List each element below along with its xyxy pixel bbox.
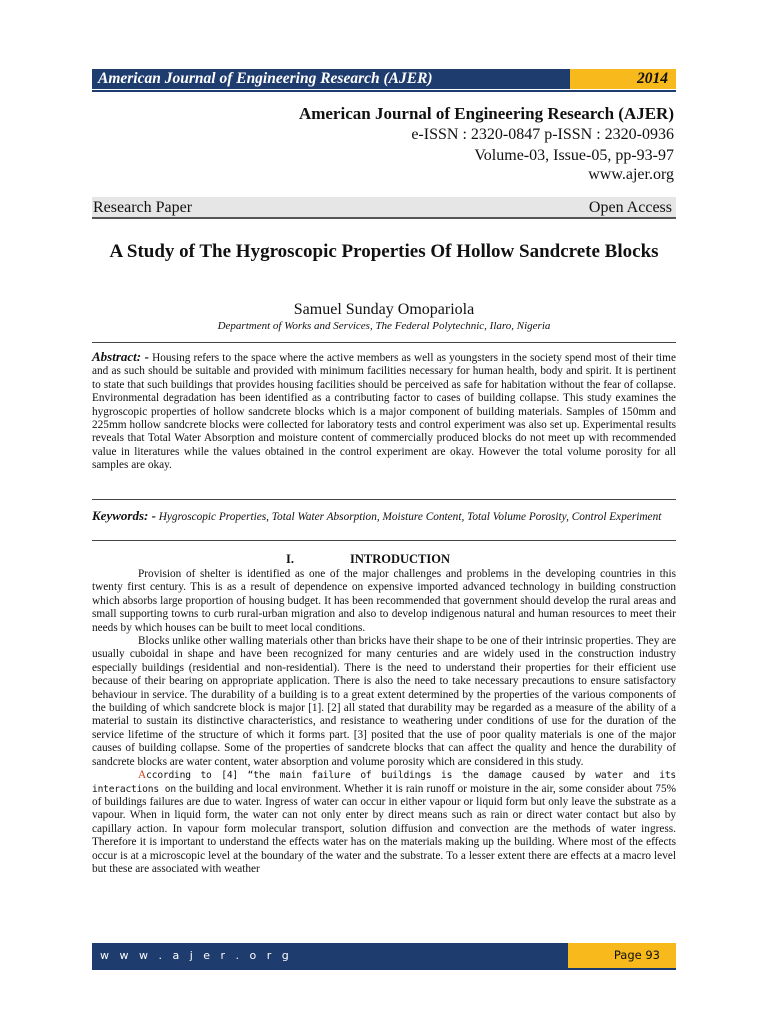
page-footer xyxy=(92,943,676,970)
keywords-label: Keywords: - xyxy=(92,508,156,523)
paper-type-label: Research Paper xyxy=(93,199,193,216)
paragraph-3-initial: A xyxy=(138,769,147,782)
footer-rule xyxy=(92,968,676,970)
abstract-bottom-rule xyxy=(92,499,676,500)
paper-type-bar xyxy=(92,197,676,219)
abstract-label: Abstract: - xyxy=(92,349,149,364)
paper-title: A Study of The Hygroscopic Properties Of Hollow Sandcrete Blocks xyxy=(109,241,659,262)
keywords xyxy=(92,509,676,524)
journal-name: American Journal of Engineering Research (AJER) xyxy=(298,104,674,123)
abstract-top-rule xyxy=(92,342,676,343)
journal-url[interactable]: www.ajer.org xyxy=(588,166,674,183)
keywords-bottom-rule xyxy=(92,540,676,541)
paragraph-3-text: the building and local environment. Whether it is rain runoff or moisture in the air, some consider about 75% of buildings failures are due to water. Ingress of water can occur in either vapour or liquid form but only leave the substrate as a vapour. When in liquid form, the water can not only enter by direct means such as rain or direct water contact but also by capillary action. In vapour form molecular transport, solution diffusion and convection are the methods of water ingress. Therefore it is important to understand the effects water has on the materials making up the building. Where most of the effects occur is at a microscopic level at the boundary of the water and the substrate. To a lesser extent there are effects at a macro level but these are associated with weather xyxy=(92,782,677,875)
header-rule xyxy=(92,90,676,92)
open-access-label: Open Access xyxy=(588,199,672,216)
section-number: I. xyxy=(286,552,294,566)
section-title: INTRODUCTION xyxy=(350,552,451,566)
header-year: 2014 xyxy=(570,69,676,89)
paragraph-2: Blocks unlike other walling materials other than bricks have their shape to be one of their intrinsic properties. They are usually cuboidal in shape and have been recognized for many centuries and are widely used in the construction industry especially buildings (residential and non-residential). There is the need to understand their properties for their efficient use because of their bearing on appropriate application. There is also the need to take necessary precautions to ensure satisfactory behaviour in service. The durability of a building is to a great extent determined by the properties of the various components of the building of which sandcrete block is major [1]. [2] all stated that durability may be regarded as a measure of the ability of a material to sustain its distinctive characteristics, and resistance to weathering under conditions of use for the duration of the service lifetime of the structure of which it forms part. [3] posited that the use of poor quality materials is one of the major causes of building collapse. Some of the properties of sandcrete blocks that can affect the quality and hence the durability of sandcrete blocks are water content, water absorption and volume porosity which are considered in this study. xyxy=(92,635,676,768)
running-header xyxy=(92,69,676,89)
abstract xyxy=(92,350,676,473)
journal-volume: Volume-03, Issue-05, pp-93-97 xyxy=(474,147,674,164)
author-affiliation: Department of Works and Services, The Federal Polytechnic, Ilaro, Nigeria xyxy=(217,320,551,332)
abstract-text: Housing refers to the space where the active members as well as youngsters in the society spend most of their time and as such should be suitable and provided with minimum facilities necessary for human health, body and spirit. It is pertinent to state that such buildings that provides housing facilities should be perceived as safe for habitation without the fear of collapse. Environmental degradation has been identified as a contributing factor to cases of building collapse. This study examines the hygroscopic properties of hollow sandcrete blocks which is a major component of building materials. Samples of 150mm and 225mm hollow sandcrete blocks were collected for laboratory tests and control experiment was also set up. Experimental results reveals that Total Water Absorption and moisture content of commercially produced blocks do not meet up with recommended value in literatures while the values obtained in the control experiment are okay. However the total volume porosity for all samples are okay. xyxy=(92,352,676,472)
paragraph-1: Provision of shelter is identified as one of the major challenges and problems in the developing countries in this twenty first century. This is as a result of dependence on expensive imported advanced technology in building construction which absorbs large proportion of housing budget. It has been recommended that government should develop the rural areas and small supporting towns to curb rural-urban migration and also to develop indigenous natural and human resources to meet their needs by which houses can be built to meet local conditions. xyxy=(92,568,676,634)
paragraph-3 xyxy=(92,769,676,876)
author-name: Samuel Sunday Omopariola xyxy=(293,301,475,318)
footer-page-number: Page 93 xyxy=(568,943,676,968)
paragraph-3-quote: ccording to [4] “the main failure of buildings is the damage caused by water and its interactions on xyxy=(92,770,676,795)
journal-issn: e-ISSN : 2320-0847 p-ISSN : 2320-0936 xyxy=(411,126,674,143)
footer-url[interactable]: w w w . a j e r . o r g xyxy=(92,943,568,968)
keywords-text: Hygroscopic Properties, Total Water Absorption, Moisture Content, Total Volume Porosity, Control Experiment xyxy=(158,511,662,523)
header-journal-name: American Journal of Engineering Research (AJER) xyxy=(92,69,570,89)
introduction-body xyxy=(92,568,676,876)
